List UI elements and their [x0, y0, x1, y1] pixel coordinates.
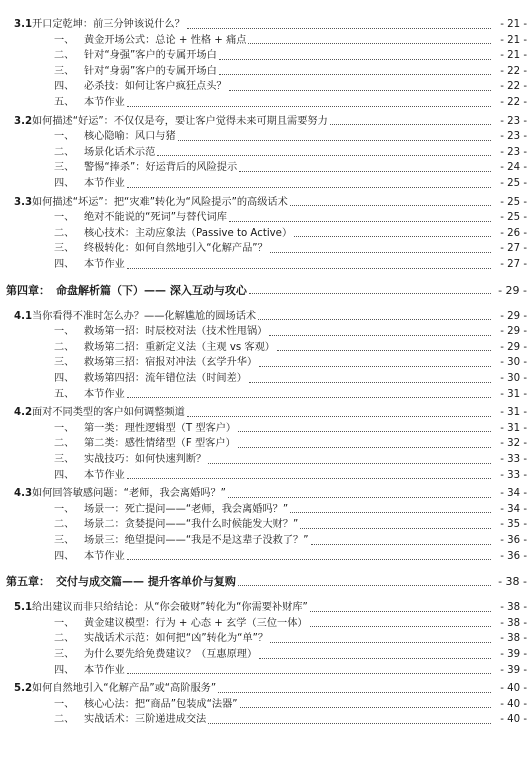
toc-item[interactable] [0, 241, 527, 256]
toc-number: 二、 [54, 519, 75, 531]
toc-chapter[interactable] [0, 283, 527, 298]
toc-number: 四、 [54, 259, 75, 270]
toc-number: 一、 [54, 326, 75, 338]
toc-title: 给出建议而非只给结论：从“你会破财”转化为“你需要补财库” [32, 602, 308, 614]
dot-leader [187, 27, 491, 29]
toc-page-number: - 33 - [500, 469, 527, 481]
toc-number: 4.1 [14, 310, 33, 322]
toc-number: 三、 [54, 649, 75, 660]
toc-title: 如何自然地引入“化解产品”或“高阶服务” [32, 683, 217, 695]
dot-leader [290, 204, 491, 206]
toc-page-number: - 27 - [500, 259, 527, 270]
toc-item[interactable] [0, 340, 527, 355]
toc-page-number: - 32 - [500, 438, 527, 450]
toc-number: 4.3 [14, 488, 33, 500]
toc-page-number: - 23 - [500, 146, 527, 158]
toc-item[interactable] [0, 697, 527, 712]
dot-leader [208, 462, 491, 464]
toc-page-number: - 27 - [500, 243, 527, 255]
toc-item[interactable] [0, 533, 527, 548]
toc-item[interactable] [0, 95, 527, 110]
dot-leader [294, 235, 491, 237]
toc-page-number: - 30 - [500, 357, 527, 369]
toc-title: 绝对不能说的“死词”与替代词库 [84, 212, 227, 224]
toc-section[interactable] [0, 405, 527, 420]
toc-number: 三、 [54, 454, 75, 465]
toc-number: 二、 [54, 146, 75, 158]
dot-leader [208, 722, 491, 724]
toc-page-number: - 40 - [500, 714, 527, 726]
toc-page-number: - 35 - [500, 519, 527, 531]
toc-number: 二、 [54, 227, 75, 239]
toc-page-number: - 25 - [500, 178, 527, 189]
dot-leader [219, 73, 491, 75]
toc-item[interactable] [0, 48, 527, 63]
dot-leader [290, 511, 491, 513]
toc-section[interactable] [0, 17, 527, 32]
toc-title: 救场第三招：宿报对冲法（玄学升华） [84, 357, 258, 369]
dot-leader [259, 365, 491, 367]
toc-page-number: - 36 - [500, 550, 527, 562]
toc-page-number: - 34 - [500, 488, 527, 500]
toc-title: 核心心法：把“商品”包装成“法器” [84, 698, 238, 710]
toc-number: 四、 [54, 664, 75, 676]
toc-number: 五、 [54, 388, 75, 400]
toc-page-number: - 21 - [500, 34, 527, 46]
toc-item[interactable] [0, 647, 527, 662]
toc-title: 黄金开场公式：总论 + 性格 + 痛点 [84, 34, 247, 46]
toc-number: 三、 [54, 357, 75, 369]
toc-page-number: - 21 - [500, 19, 527, 30]
toc-number: 一、 [54, 131, 75, 143]
dot-leader [270, 251, 491, 253]
dot-leader [270, 641, 491, 643]
toc-item[interactable] [0, 502, 527, 517]
toc-item[interactable] [0, 549, 527, 564]
toc-page-number: - 24 - [500, 162, 527, 174]
toc-title: 本节作业 [84, 97, 125, 108]
toc-item[interactable] [0, 145, 527, 160]
toc-page-number: - 22 - [500, 97, 527, 108]
dot-leader [229, 89, 491, 91]
toc-title: 为什么要先给免费建议？（互惠原理） [84, 649, 258, 660]
toc-number: 3.2 [14, 115, 33, 127]
toc-page-number: - 34 - [500, 503, 527, 515]
toc-item[interactable] [0, 452, 527, 467]
toc-number: 5.2 [14, 683, 33, 695]
toc-title: 场景二：贪婪提问——“我什么时候能发大财？” [84, 519, 299, 531]
dot-leader [238, 446, 491, 448]
toc-title: 命盘解析篇（下）—— 深入互动与攻心 [56, 283, 247, 297]
toc-number: 一、 [54, 617, 75, 629]
toc-page-number: - 33 - [500, 454, 527, 465]
toc-title: 黄金建议模型：行为 + 心态 + 玄学（三位一体） [84, 617, 308, 629]
toc-page-number: - 23 - [500, 115, 527, 127]
toc-title: 本节作业 [84, 388, 125, 400]
toc-number: 五、 [54, 97, 75, 108]
toc-number: 四、 [54, 373, 75, 384]
toc-title: 当你看得不准时怎么办？——化解尴尬的圆场话术 [32, 310, 257, 322]
dot-leader [127, 267, 491, 269]
toc-item[interactable] [0, 387, 527, 402]
dot-leader [310, 610, 491, 612]
toc-page-number: - 29 - [498, 283, 527, 297]
toc-title: 救场第一招：时辰校对法（技术性甩锅） [84, 326, 268, 338]
toc-number: 一、 [54, 422, 75, 434]
toc-title: 场景化话术示范 [84, 146, 156, 158]
toc-title: 如何描述“好运”：不仅仅是夸，要让客户觉得未来可期且需要努力 [32, 115, 328, 127]
toc-number: 3.1 [14, 19, 33, 30]
toc-item[interactable] [0, 176, 527, 191]
dot-leader [269, 334, 491, 336]
toc-title: 本节作业 [84, 259, 125, 270]
toc-page-number: - 29 - [500, 326, 527, 338]
toc-number: 一、 [54, 34, 75, 46]
toc-title: 第一类：理性逻辑型（T 型客户） [84, 422, 237, 434]
toc-page-number: - 30 - [500, 373, 527, 384]
toc-item[interactable] [0, 712, 527, 727]
toc-page-number: - 38 - [500, 617, 527, 629]
toc-page-number: - 40 - [500, 683, 527, 695]
toc-item[interactable] [0, 436, 527, 451]
toc-page-number: - 31 - [500, 388, 527, 400]
toc-item[interactable] [0, 64, 527, 79]
dot-leader [127, 186, 491, 188]
toc-title: 本节作业 [84, 469, 125, 481]
toc-item[interactable] [0, 663, 527, 678]
toc-title: 实战话术：三阶递进成交法 [84, 714, 207, 726]
toc-title: 本节作业 [84, 178, 125, 189]
toc-title: 实战技巧：如何快速判断？ [84, 454, 207, 465]
toc-number: 二、 [54, 438, 75, 450]
toc-number: 三、 [54, 65, 75, 77]
toc-title: 如何回答敏感问题：“老师，我会离婚吗？” [32, 488, 226, 500]
toc-number: 一、 [54, 212, 75, 224]
dot-leader [178, 139, 491, 141]
toc-title: 面对不同类型的客户如何调整频道 [32, 407, 185, 419]
toc-section[interactable] [0, 309, 527, 324]
toc-item[interactable] [0, 226, 527, 241]
toc-item[interactable] [0, 257, 527, 272]
dot-leader [238, 584, 491, 586]
dot-leader [330, 123, 491, 125]
toc-title: 针对“身弱”客户的专属开场白 [84, 65, 217, 77]
toc-title: 终极转化：如何自然地引入“化解产品”？ [84, 243, 268, 255]
toc-item[interactable] [0, 33, 527, 48]
toc-number: 二、 [54, 341, 75, 353]
toc-title: 场景三：绝望提问——“我是不是这辈子没救了？” [84, 535, 309, 546]
toc-section[interactable] [0, 486, 527, 501]
toc-title: 如何描述“坏运”：把“灾难”转化为“风险提示”的高级话术 [32, 196, 288, 208]
toc-item[interactable] [0, 371, 527, 386]
toc-number: 三、 [54, 162, 75, 174]
toc-number: 二、 [54, 50, 75, 62]
toc-section[interactable] [0, 681, 527, 696]
dot-leader [258, 318, 491, 320]
dot-leader [219, 58, 491, 60]
toc-item[interactable] [0, 324, 527, 339]
toc-title: 实战话术示范：如何把“凶”转化为“单”？ [84, 633, 269, 645]
toc-page-number: - 29 - [500, 341, 527, 353]
dot-leader [311, 543, 492, 545]
toc-number: 三、 [54, 243, 75, 255]
toc-title: 开口定乾坤：前三分钟该说什么？ [32, 19, 185, 30]
dot-leader [127, 558, 491, 560]
dot-leader [157, 154, 491, 156]
dot-leader [238, 430, 491, 432]
toc-number: 4.2 [14, 407, 33, 419]
dot-leader [187, 415, 491, 417]
toc-title: 核心隐喻：风口与猪 [84, 131, 176, 143]
toc-number: 第五章： [6, 575, 50, 589]
dot-leader [300, 527, 491, 529]
toc-page-number: - 36 - [500, 535, 527, 546]
toc-number: 四、 [54, 81, 75, 93]
toc-item[interactable] [0, 631, 527, 646]
toc-number: 三、 [54, 535, 75, 546]
toc-page-number: - 23 - [500, 131, 527, 143]
dot-leader [240, 706, 491, 708]
toc-number: 二、 [54, 633, 75, 645]
toc-page-number: - 22 - [500, 81, 527, 93]
toc-number: 二、 [54, 714, 75, 726]
toc-page-number: - 25 - [500, 212, 527, 224]
toc-page-number: - 40 - [500, 698, 527, 710]
toc-item[interactable] [0, 79, 527, 94]
toc-number: 一、 [54, 698, 75, 710]
toc-page-number: - 38 - [500, 602, 527, 614]
dot-leader [259, 657, 491, 659]
toc-title: 救场第四招：流年错位法（时间差） [84, 373, 247, 384]
toc-number: 5.1 [14, 602, 33, 614]
toc-page-number: - 31 - [500, 422, 527, 434]
dot-leader [248, 42, 491, 44]
toc-number: 第四章： [6, 283, 50, 297]
toc-page-number: - 38 - [498, 575, 527, 589]
dot-leader [310, 625, 491, 627]
dot-leader [218, 691, 491, 693]
toc-number: 四、 [54, 469, 75, 481]
toc-number: 四、 [54, 550, 75, 562]
dot-leader [277, 349, 491, 351]
dot-leader [228, 496, 491, 498]
toc-page-number: - 38 - [500, 633, 527, 645]
dot-leader [239, 170, 491, 172]
toc-page-number: - 26 - [500, 227, 527, 239]
toc-item[interactable] [0, 210, 527, 225]
toc-title: 救场第二招：重新定义法（主观 vs 客观） [84, 341, 275, 353]
toc-title: 交付与成交篇—— 提升客单价与复购 [56, 575, 236, 589]
toc-number: 3.3 [14, 196, 33, 208]
toc-title: 本节作业 [84, 664, 125, 676]
toc-page-number: - 25 - [500, 196, 527, 208]
toc-page-number: - 22 - [500, 65, 527, 77]
toc-page-number: - 39 - [500, 649, 527, 660]
toc-item[interactable] [0, 129, 527, 144]
toc-item[interactable] [0, 468, 527, 483]
toc-section[interactable] [0, 114, 527, 129]
toc-item[interactable] [0, 616, 527, 631]
toc-section[interactable] [0, 600, 527, 615]
toc-page-number: - 21 - [500, 50, 527, 62]
dot-leader [229, 220, 491, 222]
toc-title: 场景一：死亡提问——“老师，我会离婚吗？” [84, 503, 289, 515]
toc-page-number: - 29 - [500, 310, 527, 322]
dot-leader [249, 381, 491, 383]
dot-leader [127, 105, 491, 107]
toc-title: 核心技术：主动应象法（Passive to Active） [84, 227, 293, 239]
toc-number: 四、 [54, 178, 75, 189]
toc-title: 本节作业 [84, 550, 125, 562]
toc-title: 警惕“捧杀”：好运背后的风险提示 [84, 162, 238, 174]
toc-item[interactable] [0, 517, 527, 532]
toc-item[interactable] [0, 421, 527, 436]
toc-title: 必杀技：如何让客户疯狂点头？ [84, 81, 227, 93]
toc-number: 一、 [54, 503, 75, 515]
toc-item[interactable] [0, 160, 527, 175]
dot-leader [127, 477, 491, 479]
toc-page-number: - 31 - [500, 407, 527, 419]
toc-item[interactable] [0, 355, 527, 370]
toc-title: 第二类：感性情绪型（F 型客户） [84, 438, 236, 450]
toc-page-number: - 39 - [500, 664, 527, 676]
dot-leader [127, 396, 491, 398]
dot-leader [249, 292, 491, 294]
toc-title: 针对“身强”客户的专属开场白 [84, 50, 217, 62]
dot-leader [127, 672, 491, 674]
toc-section[interactable] [0, 195, 527, 210]
toc-chapter[interactable] [0, 574, 527, 589]
